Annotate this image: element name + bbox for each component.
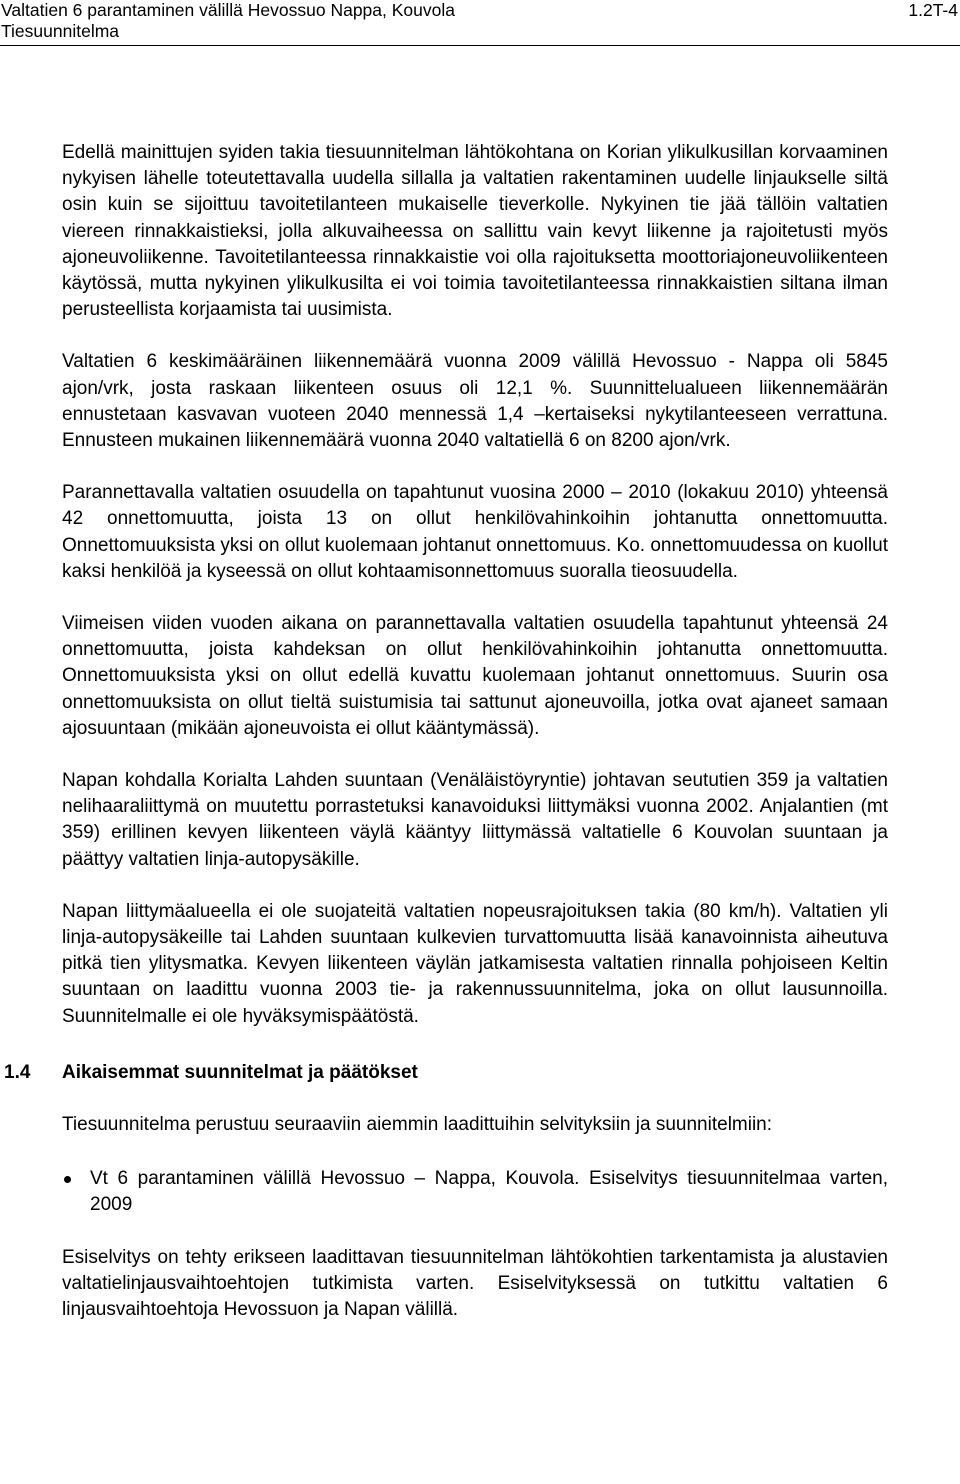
paragraph-accidents-last-five-years: Viimeisen viiden vuoden aikana on parannettavalla valtatien osuudella tapahtunut yhteensä 24 onnettomuutta, joista kahdeksan on ollut henkilövahinkoihin johtanutta onnettomuutta. Onnettomuuksista yksi on ollut edellä kuvattu kuolemaan johtanut onnettomuus. Suurin osa onnettomuuksista on ollut tieltä suistumisia tai sattunut ajoneuvoilla, jotka ovat ajaneet samaan ajosuuntaan (mikään ajoneuvoista ei ollut kääntymässä). [62,613,888,739]
section-title: Aikaisemmat suunnitelmat ja päätökset [62,1061,418,1083]
paragraph-traffic-volume: Valtatien 6 keskimääräinen liikennemäärä vuonna 2009 välillä Hevossuo - Nappa oli 5845 ajon/vrk, josta raskaan liikenteen osuus oli 12,1 %. Suunnittelualueen liikennemäärän ennustetaan kasvavan vuoteen 2040 mennessä 1,4 –kertaiseksi nykytilanteeseen verrattuna. Ennusteen mukainen liikennemäärä vuonna 2040 valtatiellä 6 on 8200 ajon/vrk. [62,351,888,452]
section-heading [4,1060,888,1086]
document-body [4,140,888,1323]
header-document-code: 1.2T-4 [908,0,958,20]
reference-list [62,1166,888,1218]
list-item [62,1166,888,1218]
header-document-title: Valtatien 6 parantaminen välillä Hevossuo Nappa, Kouvola [1,0,455,20]
paragraph-nappa-junction: Napan kohdalla Korialta Lahden suuntaan (Venäläistöyryntie) johtavan seututien 359 ja valtatien nelihaaraliittymä on muutettu porrastetuksi kanavoiduksi liittymäksi vuonna 2002. Anjalantien (mt 359) erillinen kevyen liikenteen väylä kääntyy liittymässä valtatielle 6 Kouvolan suuntaan ja päättyy valtatien linja-autopysäkille. [62,770,888,870]
paragraph-bridge-rationale: Edellä mainittujen syiden takia tiesuunnitelman lähtökohtana on Korian ylikulkusillan korvaaminen nykyisen lähelle toteutettavalla uudella sillalla ja valtatien rakentaminen uudelle linjaukselle siltä osin kuin se sijoittuu tavoitetilanteen mukaiselle tieverkolle. Nykyinen tie jää tällöin valtatien viereen rinnakkaistieksi, jolla alkuvaiheessa on sallittu vain kevyt liikenne ja rajoitetusti myös ajoneuvoliikenne. Tavoitetilanteessa rinnakkaistie voi olla rajoituksetta moottoriajoneuvoliikenteen käytössä, mutta nykyinen ylikulkusilta ei voi toimia tavoitetilanteessa rinnakkaistien siltana ilman perusteellista korjaamista tai uusimista. [62,142,888,321]
paragraph-accidents-2000-2010: Parannettavalla valtatien osuudella on tapahtunut vuosina 2000 – 2010 (lokakuu 2010) yhteensä 42 onnettomuutta, joista 13 on ollut henkilövahinkoihin johtanutta onnettomuutta. Onnettomuuksista yksi on ollut kuolemaan johtanut onnettomuus. Ko. onnettomuudessa on kuollut kaksi henkilöä ja kyseessä on ollut kohtaamisonnettomuus suoralla tieosuudella. [62,482,888,582]
list-item-text: Vt 6 parantaminen välillä Hevossuo – Nappa, Kouvola. Esiselvitys tiesuunnitelmaa varten, 2009 [90,1168,888,1216]
page-header [0,0,960,46]
header-document-type: Tiesuunnitelma [1,21,120,41]
bullet-icon [64,1176,71,1183]
paragraph-pedestrian-safety: Napan liittymäalueella ei ole suojateitä valtatien nopeusrajoituksen takia (80 km/h). Valtatien yli linja-autopysäkeille tai Lahden suuntaan kulkevien turvattomuutta lisää kanavoinnista aiheutuva pitkä tien ylitysmatka. Kevyen liikenteen väylän jatkamisesta valtatien rinnalla pohjoiseen Keltin suuntaan on laadittu vuonna 2003 tie- ja rakennussuunnitelma, joka on ollut lausunnoilla. Suunnitelmalle ei ole hyväksymispäätöstä. [62,900,888,1027]
paragraph-preliminary-study: Esiselvitys on tehty erikseen laadittavan tiesuunnitelman lähtökohtien tarkentamista ja alustavien valtatielinjausvaihtoehtojen tutkimista varten. Esiselvityksessä on tutkittu valtatien 6 linjausvaihtoehtoja Hevossuon ja Napan välillä. [62,1246,888,1320]
section-number: 1.4 [4,1061,31,1083]
paragraph-plan-basis: Tiesuunnitelma perustuu seuraaviin aiemmin laadittuihin selvityksiin ja suunnitelmiin: [62,1113,773,1135]
